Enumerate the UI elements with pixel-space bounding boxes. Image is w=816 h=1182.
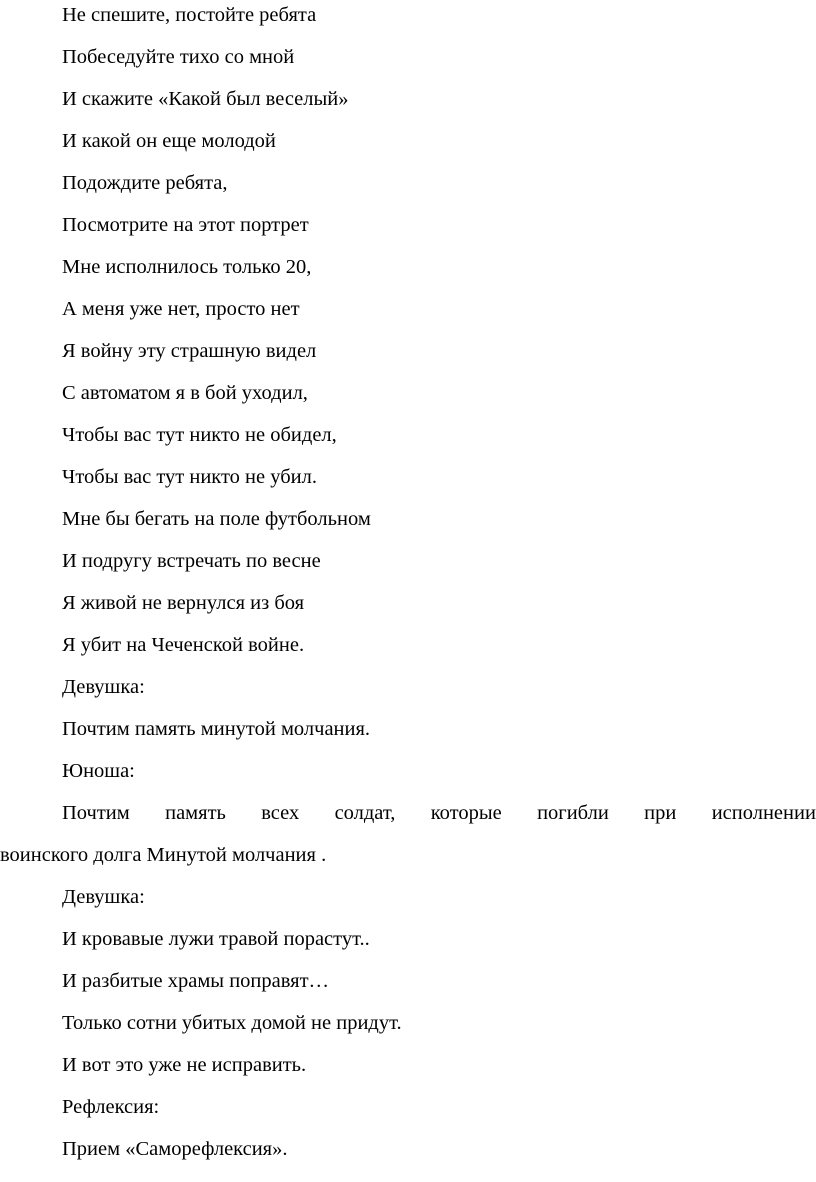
boy-line-continuation: воинского долга Минутой молчания .: [0, 844, 327, 866]
poem-line: Я убит на Чеченской войне.: [62, 634, 305, 656]
poem-line: Я живой не вернулся из боя: [62, 592, 305, 614]
poem-line: И какой он еще молодой: [62, 130, 276, 152]
poem-line: Я войну эту страшную видел: [62, 340, 317, 362]
reflection-heading: Рефлексия:: [62, 1096, 160, 1118]
verse-line: И разбитые храмы поправят…: [62, 970, 330, 992]
speaker-label-girl: Девушка:: [62, 886, 145, 908]
boy-word: исполнении: [711, 802, 816, 824]
boy-line-justified: [62, 801, 816, 825]
speaker-label-boy: Юноша:: [62, 760, 135, 782]
boy-word: Почтим: [62, 802, 130, 824]
poem-line: Мне исполнилось только 20,: [62, 256, 312, 278]
boy-word: погибли: [537, 802, 609, 824]
speaker-label-girl: Девушка:: [62, 676, 145, 698]
boy-word: которые: [430, 802, 502, 824]
poem-line: Мне бы бегать на поле футбольном: [62, 508, 371, 530]
verse-line: И вот это уже не исправить.: [62, 1054, 307, 1076]
poem-line: Чтобы вас тут никто не обидел,: [62, 424, 337, 446]
reflection-technique: Прием «Саморефлексия».: [62, 1138, 288, 1160]
poem-line: Подождите ребята,: [62, 172, 228, 194]
boy-word: при: [644, 802, 677, 824]
verse-line: Только сотни убитых домой не придут.: [62, 1012, 402, 1034]
poem-line: Не спешите, постойте ребята: [62, 4, 317, 26]
boy-word: солдат,: [334, 802, 396, 824]
poem-line: Побеседуйте тихо со мной: [62, 46, 295, 68]
poem-line: И подругу встречать по весне: [62, 550, 321, 572]
poem-line: Чтобы вас тут никто не убил.: [62, 466, 317, 488]
verse-line: И кровавые лужи травой порастут..: [62, 928, 370, 950]
poem-line: С автоматом я в бой уходил,: [62, 382, 308, 404]
poem-line: А меня уже нет, просто нет: [62, 298, 300, 320]
boy-word: память: [165, 802, 226, 824]
poem-line: И скажите «Какой был веселый»: [62, 88, 349, 110]
poem-line: Посмотрите на этот портрет: [62, 214, 309, 236]
boy-word: всех: [261, 802, 300, 824]
dialogue-line: Почтим память минутой молчания.: [62, 718, 371, 740]
